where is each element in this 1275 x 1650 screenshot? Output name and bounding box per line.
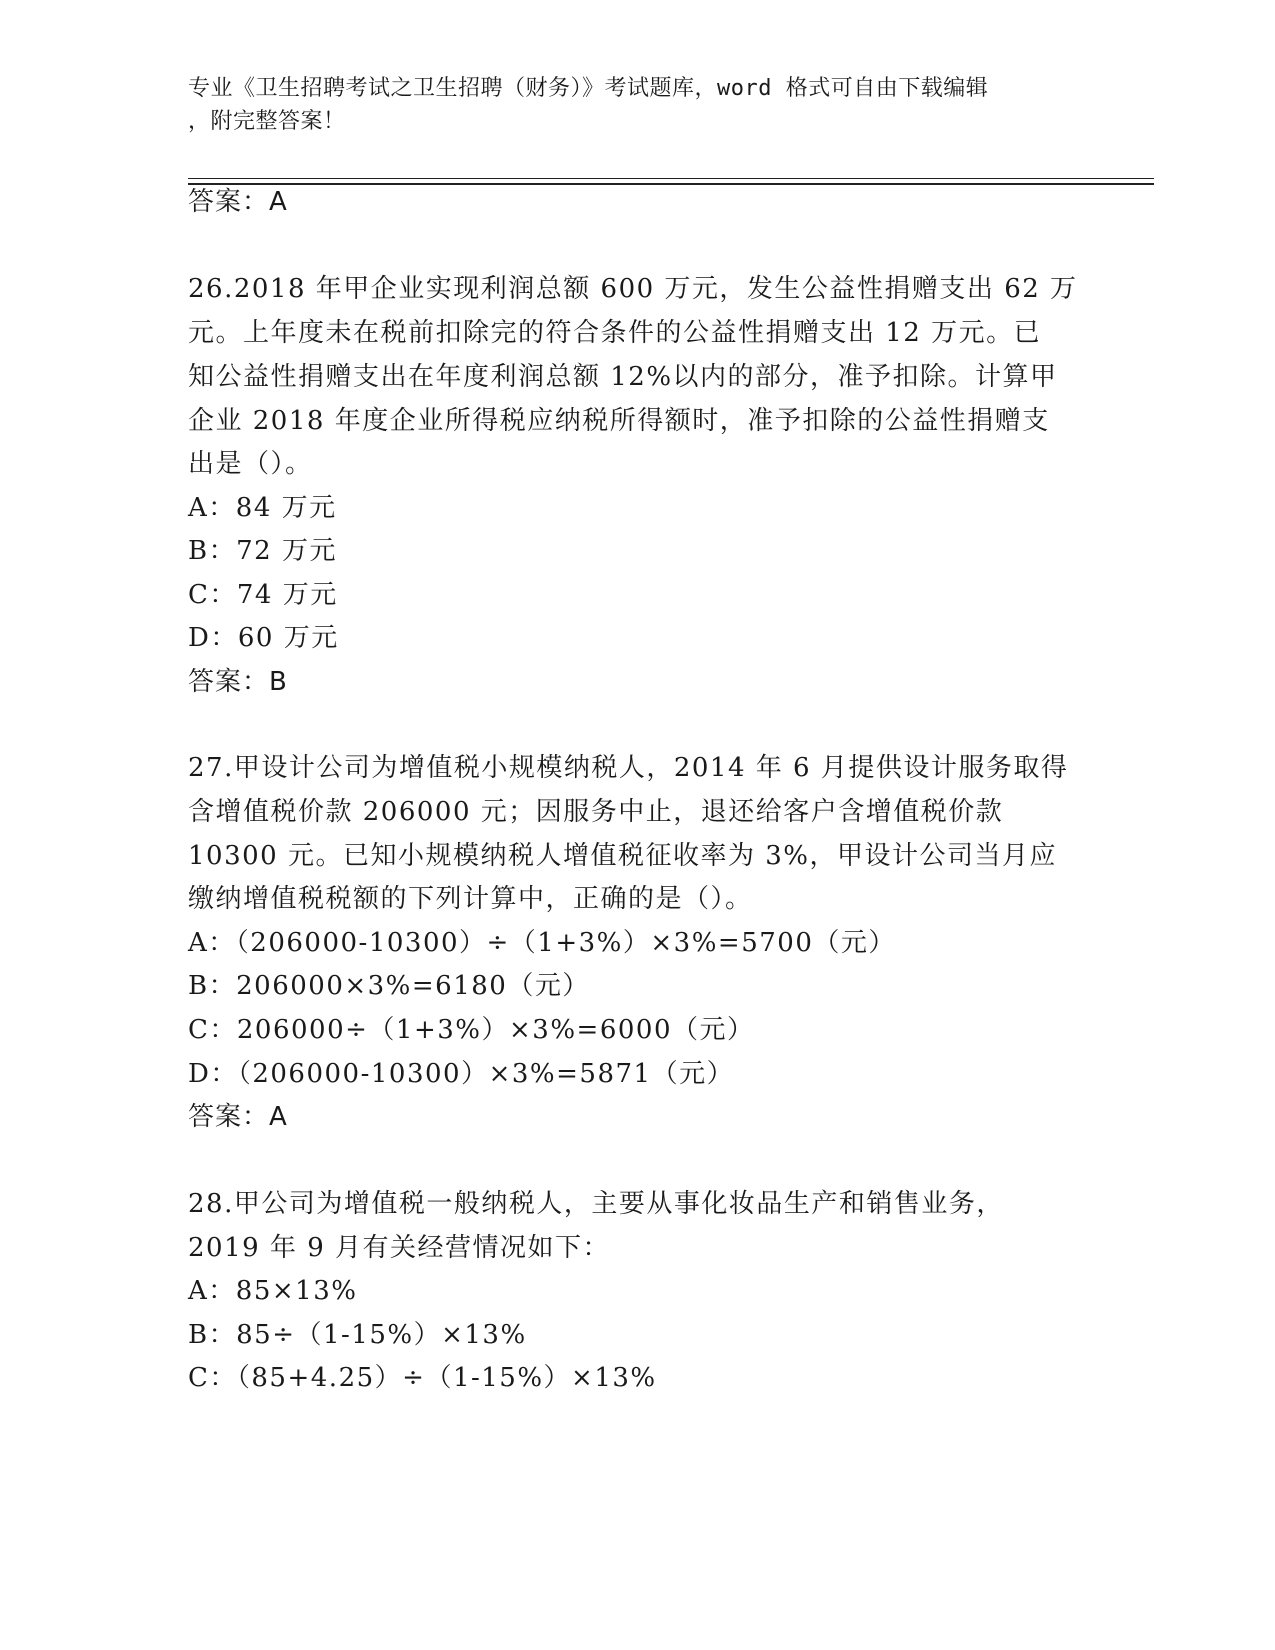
q28-text-line-1: 28.甲公司为增值税一般纳税人，主要从事化妆品生产和销售业务， [188, 1189, 1004, 1219]
q26-text-line-4: 企业 2018 年度企业所得税应纳税所得额时，准予扣除的公益性捐赠支 [188, 406, 1050, 436]
q27-text-line-1: 27.甲设计公司为增值税小规模纳税人，2014 年 6 月提供设计服务取得 [188, 753, 1069, 783]
header-line-1: 专业《卫生招聘考试之卫生招聘（财务）》考试题库，word 格式可自由下载编辑 [188, 76, 989, 101]
q27-option-b: B：206000×3%=6180（元） [188, 971, 590, 1001]
q26-option-c: C：74 万元 [188, 580, 338, 610]
q27-text-line-2: 含增值税价款 206000 元；因服务中止，退还给客户含增值税价款 [188, 797, 1004, 827]
q26-text-line-2: 元。上年度未在税前扣除完的符合条件的公益性捐赠支出 12 万元。已 [188, 318, 1042, 348]
q28-option-a: A：85×13% [188, 1276, 358, 1306]
q28-text-line-2: 2019 年 9 月有关经营情况如下： [188, 1233, 611, 1263]
q27-text-line-4: 缴纳增值税税额的下列计算中，正确的是（）。 [188, 884, 753, 914]
q27-answer: 答案：A [188, 1102, 288, 1132]
previous-answer: 答案：A [188, 187, 288, 217]
q27-option-c: C：206000÷（1+3%）×3%=6000（元） [188, 1015, 755, 1045]
q26-answer: 答案：B [188, 667, 288, 697]
header-divider-thin [188, 178, 1154, 179]
q27-option-a: A：（206000-10300）÷（1+3%）×3%=5700（元） [188, 928, 896, 958]
q27-text-line-3: 10300 元。已知小规模纳税人增值税征收率为 3%，甲设计公司当月应 [188, 841, 1057, 871]
header-line-2: ，附完整答案！ [188, 109, 346, 134]
header-divider-thick [188, 183, 1154, 185]
q26-text-line-5: 出是（）。 [188, 449, 313, 479]
q28-option-b: B：85÷（1-15%）×13% [188, 1320, 527, 1350]
q26-text-line-3: 知公益性捐赠支出在年度利润总额 12%以内的部分，准予扣除。计算甲 [188, 362, 1058, 392]
q27-option-d: D：（206000-10300）×3%=5871（元） [188, 1059, 735, 1089]
document-header [188, 72, 1088, 138]
q26-option-d: D：60 万元 [188, 623, 339, 653]
q28-option-c: C：（85+4.25）÷（1-15%）×13% [188, 1363, 657, 1393]
q26-option-b: B：72 万元 [188, 536, 337, 566]
q26-text-line-1: 26.2018 年甲企业实现利润总额 600 万元，发生公益性捐赠支出 62 万 [188, 274, 1078, 304]
q26-option-a: A：84 万元 [188, 493, 337, 523]
